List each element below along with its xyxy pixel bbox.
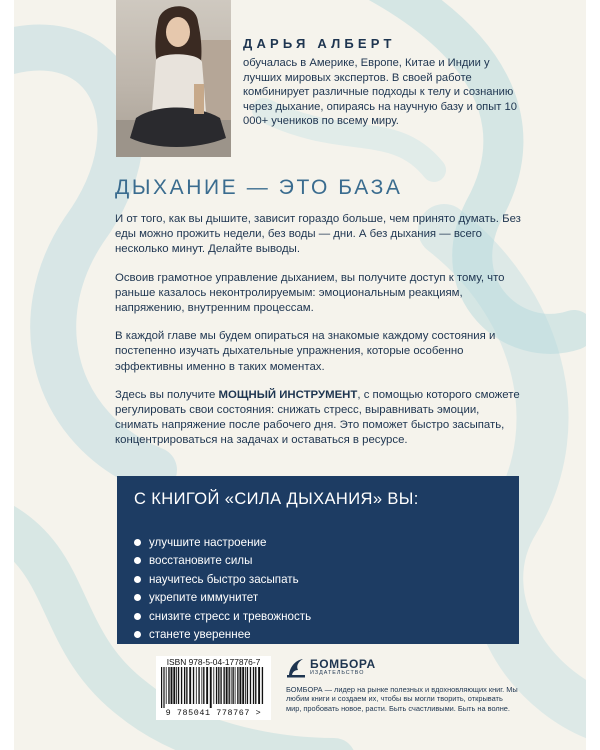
barcode-bar: [231, 667, 232, 704]
barcode-bar: [262, 667, 263, 704]
benefits-title: С КНИГОЙ «СИЛА ДЫХАНИЯ» ВЫ:: [134, 490, 419, 508]
barcode-bar: [163, 667, 164, 708]
paragraph: Освоив грамотное управление дыханием, вы получите доступ к тому, что раньше казалось неконтролируемым: эмоциональным реакциям, напряжению, внутренним процессам.: [115, 271, 505, 315]
benefit-item: [134, 607, 311, 626]
benefit-text: укрепите иммунитет: [149, 591, 259, 605]
benefit-item: [134, 533, 311, 552]
barcode-bar: [198, 667, 199, 704]
publisher-tagline: БОМБОРА — лидер на рынке полезных и вдохновляющих книг. Мы любим книги и создаем их, чтобы вы могли творить, открывать мир, пробовать новое, расти. Быть счастливыми. Быть на волне.: [286, 685, 518, 713]
barcode-bar: [193, 667, 194, 704]
barcode-bar: [203, 667, 204, 704]
bullet-icon: [134, 631, 141, 638]
barcode-bar: [161, 667, 162, 708]
barcode-bar: [176, 667, 177, 704]
benefit-item: [134, 589, 311, 608]
barcode-bar: [226, 667, 228, 704]
barcode-bar: [235, 667, 236, 704]
bullet-icon: [134, 576, 141, 583]
bullet-icon: [134, 557, 141, 564]
paragraph: И от того, как вы дышите, зависит гораздо больше, чем принято думать. Без еды можно прожить недели, без воды — дни. А без дыхания — всего несколько минут. Делайте выводы.: [115, 213, 521, 256]
barcode-bar: [239, 667, 241, 704]
benefit-text: научитесь быстро засыпать: [149, 572, 299, 586]
barcode-digits: 9 785041 778767 >: [165, 708, 262, 718]
barcode-bar: [253, 667, 254, 704]
book-back-cover: [14, 0, 586, 750]
bullet-icon: [134, 594, 141, 601]
barcode-bar: [220, 667, 221, 704]
publisher-logo: [286, 656, 518, 678]
author-photo: [116, 0, 231, 157]
benefits-panel: [117, 476, 519, 644]
highlight-text: МОЩНЫЙ ИНСТРУМЕНТ: [218, 388, 358, 401]
author-name: ДАРЬЯ АЛБЕРТ: [243, 36, 396, 51]
barcode-bar: [189, 667, 191, 704]
paragraph-highlight: [115, 388, 525, 449]
barcode-bar: [166, 667, 167, 704]
benefit-text: снизите стресс и тревожность: [149, 609, 312, 623]
isbn-number: ISBN 978-5-04-177876-7: [166, 657, 261, 667]
barcode-bar: [213, 667, 214, 704]
barcode-bar: [210, 667, 212, 708]
benefit-text: станете увереннее: [149, 628, 251, 642]
barcode-bar: [216, 667, 217, 704]
benefit-item: [134, 552, 311, 571]
barcode-bar: [196, 667, 197, 704]
barcode-bar: [247, 667, 248, 704]
barcode-bar: [242, 667, 244, 704]
barcode-bars: [160, 667, 267, 708]
barcode-bar: [229, 667, 230, 704]
publisher-info: [286, 656, 518, 713]
paragraph-text-start: Здесь вы получите: [115, 388, 219, 401]
barcode-bar: [232, 667, 233, 704]
description-text: [115, 212, 525, 462]
paragraph-text-end: , с помощью которого сможете регулировать свои состояния: снижать стресс, выравнивать эмоции, снимать напряжение после рабочего дня. Это поможет быстро засыпать, концентрироваться на задачах и оставаться в ресурсе.: [115, 388, 520, 447]
author-info: [243, 32, 523, 129]
barcode-bar: [168, 667, 169, 704]
barcode-bar: [186, 667, 187, 704]
barcode-bar: [250, 667, 251, 704]
paragraph: В каждой главе мы будем опираться на знакомые каждому состояния и постепенно изучать дыхательные упражнения, которые особенно эффективны именно в таких моментах.: [115, 330, 496, 373]
publisher-subtitle: ИЗДАТЕЛЬСТВО: [310, 669, 365, 676]
benefit-item: [134, 626, 311, 645]
barcode-bar: [223, 667, 224, 704]
barcode-bar: [178, 667, 179, 704]
benefit-text: восстановите силы: [149, 554, 253, 568]
benefit-item: [134, 570, 311, 589]
barcode-bar: [184, 667, 185, 704]
barcode-bar: [237, 667, 238, 704]
barcode-bar: [173, 667, 175, 704]
barcode-bar: [218, 667, 219, 704]
bullet-icon: [134, 613, 141, 620]
barcode-bar: [245, 667, 246, 704]
author-bio: обучалась в Америке, Европе, Китае и Индии у лучших мировых экспертов. В своей работе комбинирует различные подходы к телу и сознанию через дыхание, опираясь на научную базу и опыт 10 000+ учеников по всему миру.: [243, 57, 517, 128]
section-heading: ДЫХАНИЕ — ЭТО БАЗА: [115, 176, 403, 199]
barcode-bar: [258, 667, 260, 704]
barcode-bar: [206, 667, 208, 704]
barcode: [156, 656, 271, 720]
barcode-bar: [201, 667, 202, 704]
barcode-bar: [171, 667, 173, 704]
benefit-text: улучшите настроение: [149, 535, 267, 549]
barcode-bar: [181, 667, 182, 704]
wave-logo-icon: [286, 656, 306, 678]
bullet-icon: [134, 539, 141, 546]
benefits-list: [134, 533, 311, 644]
barcode-bar: [255, 667, 256, 704]
publisher-name: БОМБОРА: [310, 656, 376, 671]
